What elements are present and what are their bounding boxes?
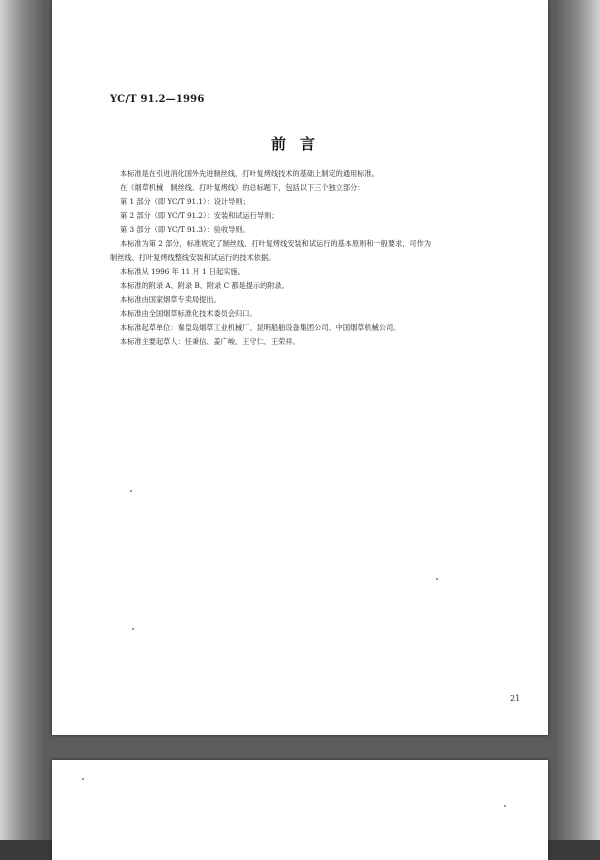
document-page bbox=[52, 0, 548, 735]
standard-number: YC/T 91.2—1996 bbox=[110, 94, 205, 105]
paragraph-line: 本标准的附录 A、附录 B、附录 C 都是提示的附录。 bbox=[120, 281, 289, 290]
paragraph-line: 本标准从 1996 年 11 月 1 日起实施。 bbox=[120, 267, 245, 276]
paragraph-line: 本标准主要起草人：任秉信、姜广峻、王守仁、王荣祥。 bbox=[120, 337, 300, 346]
paragraph-line: 本标准起草单位：秦皇岛烟草工业机械厂、昆明船舶设备集团公司、中国烟草机械公司。 bbox=[120, 323, 401, 332]
paragraph-line: 本标准由全国烟草标准化技术委员会归口。 bbox=[120, 309, 257, 318]
paragraph-line: 本标准由国家烟草专卖局提出。 bbox=[120, 295, 221, 304]
paragraph-line: 第 3 部分（即 YC/T 91.3）：验收导则。 bbox=[120, 225, 250, 234]
page-number: 21 bbox=[510, 694, 521, 703]
paragraph-line: 第 2 部分（即 YC/T 91.2）：安装和试运行导则； bbox=[120, 211, 279, 220]
paragraph-line: 本标准为第 2 部分，标准规定了制丝线、打叶复烤线安装和试运行的基本原则和一般要求，可作为 bbox=[120, 239, 432, 248]
paragraph-line: 制丝线、打叶复烤线整线安装和试运行的技术依据。 bbox=[110, 253, 276, 262]
paragraph-line: 第 1 部分（即 YC/T 91.1）：设计导则； bbox=[120, 197, 250, 206]
paragraph-line: 本标准是在引进消化国外先进制丝线、打叶复烤线技术的基础上制定的通用标准。 bbox=[120, 169, 379, 178]
page-title: 前言 bbox=[270, 135, 329, 153]
scan-speck bbox=[504, 805, 506, 807]
scan-speck bbox=[436, 578, 438, 580]
scan-speck bbox=[130, 490, 132, 492]
next-document-page bbox=[52, 760, 548, 860]
paragraph-line: 在《烟草机械 制丝线、打叶复烤线》的总标题下，包括以下三个独立部分： bbox=[120, 183, 365, 192]
scan-speck bbox=[82, 778, 84, 780]
scan-speck bbox=[132, 628, 134, 630]
